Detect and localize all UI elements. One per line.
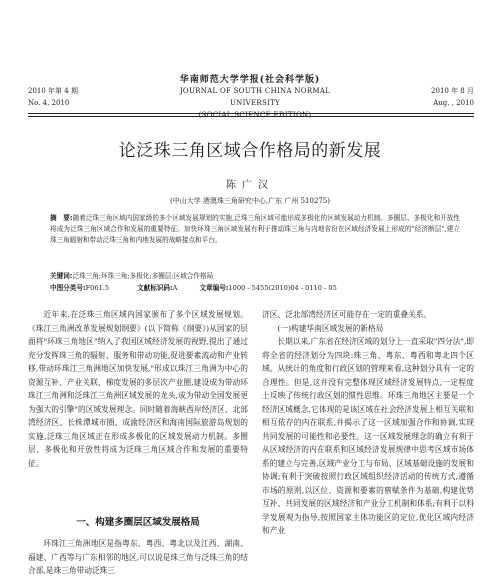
subsection-heading: (一)构建华南区域发展的新格局 — [277, 323, 384, 333]
header-rule-thin — [28, 116, 474, 117]
paper-author: 陈广汉 — [226, 180, 274, 191]
issue-date-chinese: 2010 年 8 月 — [431, 87, 474, 95]
abstract — [50, 213, 460, 247]
clc-label: 中图分类号: — [50, 284, 86, 292]
author-affiliation: (中山大学 港澳珠三角研究中心,广东 广州 510275) — [169, 197, 331, 205]
issue-date-english: Aug. , 2010 — [433, 99, 474, 107]
issue-info-left — [28, 85, 78, 109]
header-rule-thick — [28, 113, 474, 114]
section-heading-1: 一、构建多圈层区域发展格局 — [76, 517, 200, 528]
doc-code-label: 文献标识码: — [137, 284, 173, 292]
journal-english-line2: (SOCIAL SCIENCE EDITION) — [198, 111, 312, 119]
right-continuation-paragraph: 济区、泛北部湾经济区可能存在一定的重叠关系。 — [262, 310, 432, 319]
body-left-column-continued — [28, 537, 248, 578]
article-id-value: 1000 - 5455(2010)04 - 0110 - 05 — [228, 284, 337, 292]
classification-line — [50, 283, 460, 294]
keywords-text: 泛珠三角;环珠三角;多极化;多圈层;区域合作格局 — [72, 272, 214, 280]
body-right-column — [262, 308, 474, 538]
clc-value: F061.5 — [85, 284, 110, 292]
journal-english-line1: JOURNAL OF SOUTH CHINA NORMAL UNIVERSITY — [179, 87, 331, 107]
keywords-label: 关键词: — [50, 272, 73, 280]
paper-title: 论泛珠三角区域合作格局的新发展 — [118, 141, 382, 161]
issue-number-english: No. 4, 2010 — [28, 99, 70, 107]
journal-title: 华南师范大学学报(社会科学版) — [179, 75, 321, 85]
abstract-text: 随着泛珠三角区域内国家级的多个区域发展规划的实施,泛珠三角区域可能形成多极化的区域发展动力机制。多圈层、多极化和开放性将成为泛珠三角区域合作和发展的重要特征。加快环珠三角区域发展有利于推动珠三角与内地省份在区域经济发展上形成的"经济断层",建立珠三角辐射和带动泛珠三角和内地发展的战略接点和平台。 — [50, 214, 461, 245]
article-id-label: 文章编号: — [199, 284, 229, 292]
subsection-paragraph: 长期以来,广东省在经济区域的划分上一直采取"四分法",即将全省的经济划分为四块:珠三角、粤东、粤西和粤北四个区域。从统计的角度和行政区划的管理来看,这种划分具有一定的合理性。但是,这并没有完整体现区域经济发展特点,一定程度上反映了传统行政区划的惯性思维。环珠三角地区主要是一个经济区域概念,它体现的是该区域在社会经济发展上相互关联和相互依存的内在联系,并揭示了这一区域加强合作和协调,实现共同发展的可能性和必要性。这一区域发展理念的确立有利于从区域经济的内在联系和区域经济发展规律中思考区域市场体系的建立与完善,区域产业分工与布局、区域基础设施的发展和协调;有利于突破按照行政区域组织经济活动的传统方式,遵循市场的原则,以区位、资源和要素的禀赋条件为基础,构建优势互补、共同发展的区域经济和产业分工机制和体系;有利于以科学发展观为指导,按照国家主体功能区的定位,优化区域内经济和产业 — [262, 337, 474, 535]
abstract-label: 摘 要: — [50, 214, 73, 222]
section1-paragraph: 环珠江三角洲地区是指粤东、粤西、粤北以及江西、湖南、福建、广西等与广东相邻的地区,可以说是珠三角与泛珠三角的结合部,是珠三角带动泛珠三 — [28, 539, 248, 575]
intro-paragraph: 近年来,在泛珠三角区域内国家颁布了多个区域发展规划。《珠江三角洲改革发展规划纲要》(以下简称《纲要》)从国家的层面将"环珠三角地区"纳入了我国区域经济发展的视野,提出了通过充分发挥珠三角的辐射、服务和带动功能,促进要素流动和产业转移,带动环珠江三角洲地区加快发展,"形成以珠江三角洲为中心的资源互补、产业关联、梯度发展的多层次产业圈,建设成为带动环珠江三角洲和泛珠江三角洲区域发展的龙头,成为带动全国发展更为强大的引擎"的区域发展理念。同时随着海峡西岸经济区、北部湾经济区、长株潭城市圈、成渝经济区和海南国际旅游岛规划的实施,泛珠三角区域正在形成多极化的区域发展动力机制。多圈层、多极化和开放性将成为泛珠三角区域合作和发展的重要特征。 — [28, 310, 248, 468]
issue-year-number: 2010 年第 4 期 — [28, 87, 78, 95]
doc-code-value: A — [172, 284, 178, 292]
issue-info-right — [408, 85, 474, 109]
keywords-line — [50, 271, 460, 282]
body-left-column — [28, 308, 248, 470]
